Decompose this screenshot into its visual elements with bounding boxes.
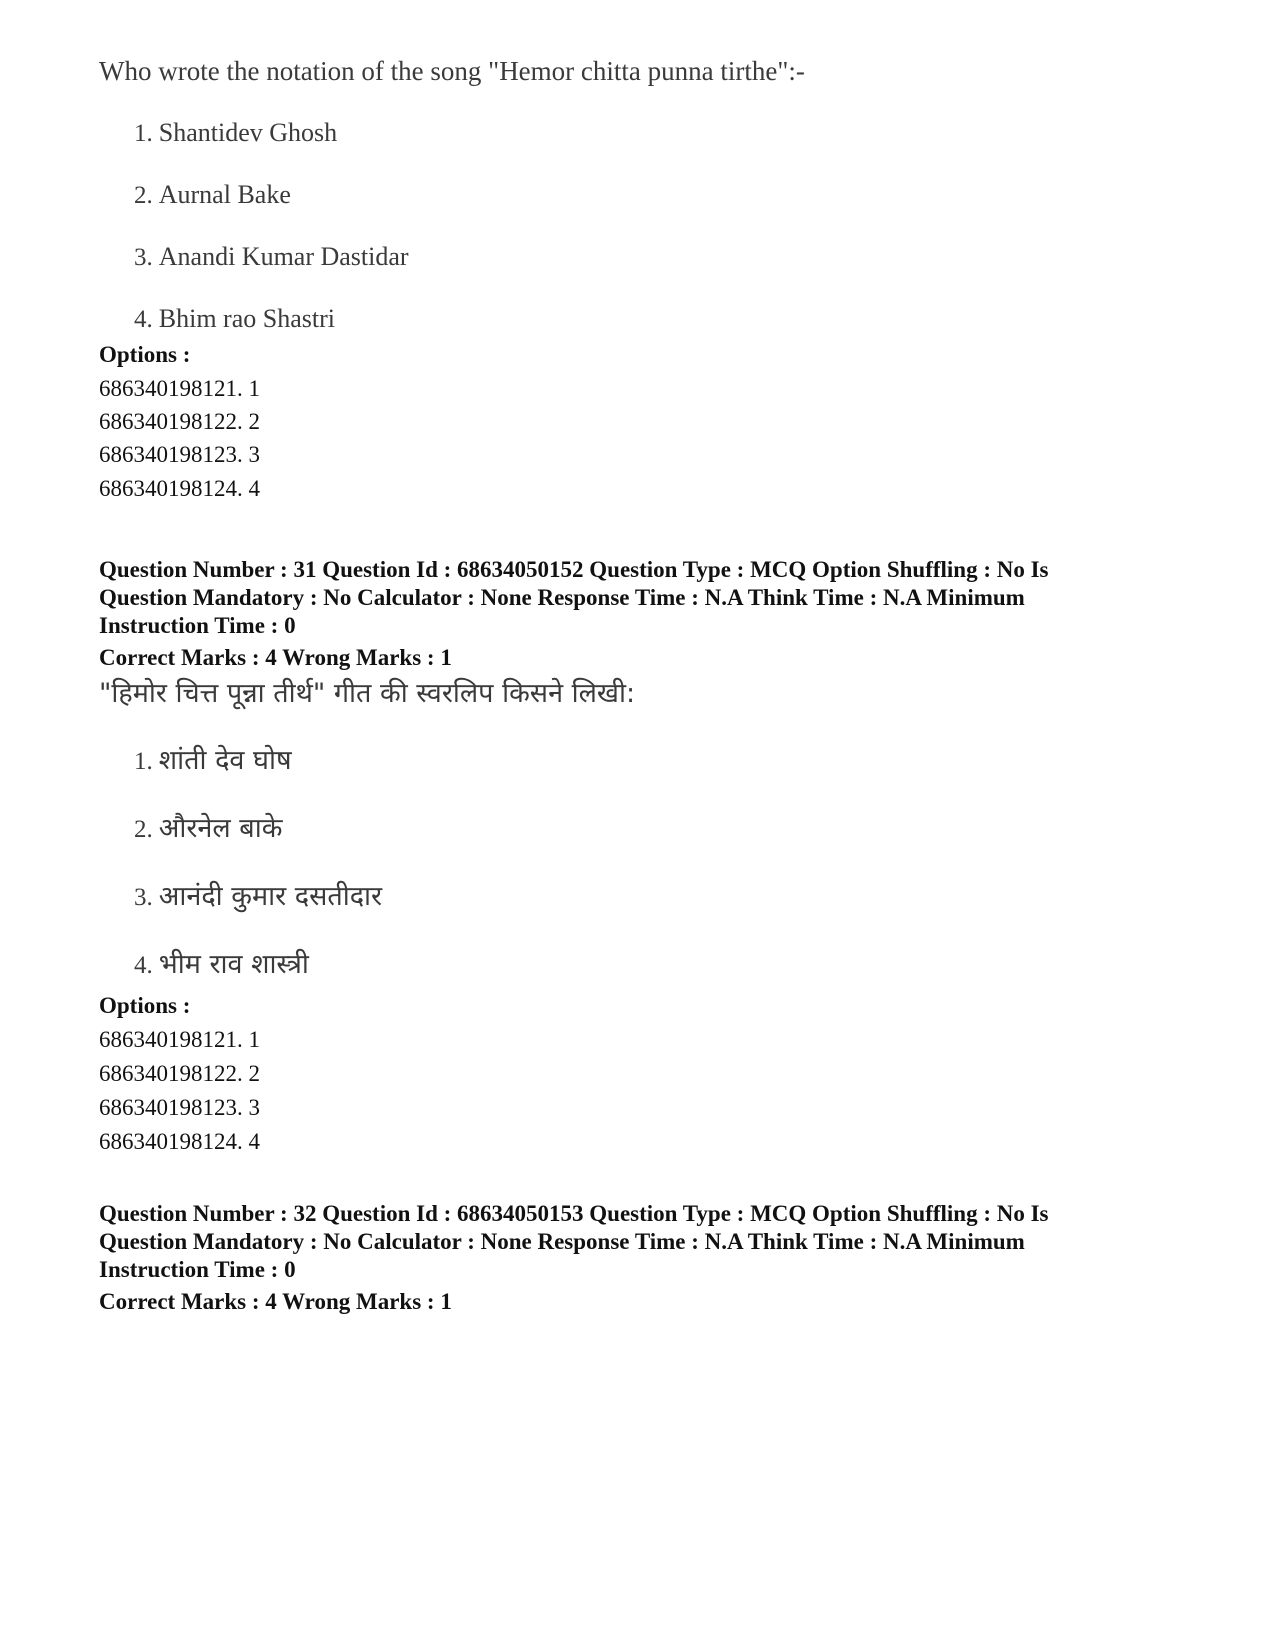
choice-label: Shantidev Ghosh xyxy=(158,118,338,147)
question-meta xyxy=(99,556,1189,640)
choice-label: भीम राव शास्त्री xyxy=(158,949,309,980)
choice-label: शांती देव घोष xyxy=(158,745,292,776)
option-row: 686340198121. 1 xyxy=(99,1027,260,1052)
choice-label: Bhim rao Shastri xyxy=(158,304,335,333)
option-row: 686340198122. 2 xyxy=(99,409,260,434)
option-row: 686340198124. 4 xyxy=(99,1129,260,1154)
choice-3-hindi xyxy=(134,876,382,913)
question-meta-line: Question Mandatory : No Calculator : None Response Time : N.A Think Time : N.A Minimum xyxy=(99,585,1025,610)
choice-1-english xyxy=(134,118,337,148)
question-meta xyxy=(99,1200,1189,1284)
choice-number: 2. xyxy=(134,816,153,843)
choice-label: Anandi Kumar Dastidar xyxy=(158,242,409,271)
question-meta-line: Question Number : 32 Question Id : 68634050153 Question Type : MCQ Option Shuffling : No Is xyxy=(99,1201,1049,1226)
choice-number: 1. xyxy=(134,748,153,775)
question-meta-line: Question Number : 31 Question Id : 68634050152 Question Type : MCQ Option Shuffling : No Is xyxy=(99,557,1049,582)
choice-2-english xyxy=(134,180,291,210)
choice-number: 2. xyxy=(134,182,153,209)
question-meta-line: Instruction Time : 0 xyxy=(99,1257,296,1282)
choice-number: 4. xyxy=(134,306,153,333)
option-row: 686340198123. 3 xyxy=(99,1095,260,1120)
choice-number: 1. xyxy=(134,120,153,147)
marks-line: Correct Marks : 4 Wrong Marks : 1 xyxy=(99,1289,452,1314)
choice-label: Aurnal Bake xyxy=(158,180,291,209)
choice-number: 3. xyxy=(134,244,153,271)
choice-number: 3. xyxy=(134,884,153,911)
marks-line: Correct Marks : 4 Wrong Marks : 1 xyxy=(99,645,452,670)
option-row: 686340198122. 2 xyxy=(99,1061,260,1086)
choice-4-hindi xyxy=(134,944,309,981)
option-row: 686340198124. 4 xyxy=(99,476,260,501)
choice-label: आनंदी कुमार दसतीदार xyxy=(158,881,383,912)
option-row: 686340198123. 3 xyxy=(99,442,260,467)
choice-number: 4. xyxy=(134,952,153,979)
option-row: 686340198121. 1 xyxy=(99,376,260,401)
choice-3-english xyxy=(134,242,409,272)
choice-label: औरनेल बाके xyxy=(158,813,283,844)
question-text-hindi: "हिमोर चित्त पून्ना तीर्थ" गीत की स्वरलिप किसने लिखी: xyxy=(99,678,636,709)
options-heading: Options : xyxy=(99,342,191,367)
question-meta-line: Instruction Time : 0 xyxy=(99,613,296,638)
choice-4-english xyxy=(134,304,335,334)
options-heading: Options : xyxy=(99,993,191,1018)
question-text-english: Who wrote the notation of the song "Hemor chitta punna tirthe":- xyxy=(99,56,805,86)
choice-2-hindi xyxy=(134,808,282,845)
question-meta-line: Question Mandatory : No Calculator : None Response Time : N.A Think Time : N.A Minimum xyxy=(99,1229,1025,1254)
choice-1-hindi xyxy=(134,740,292,777)
